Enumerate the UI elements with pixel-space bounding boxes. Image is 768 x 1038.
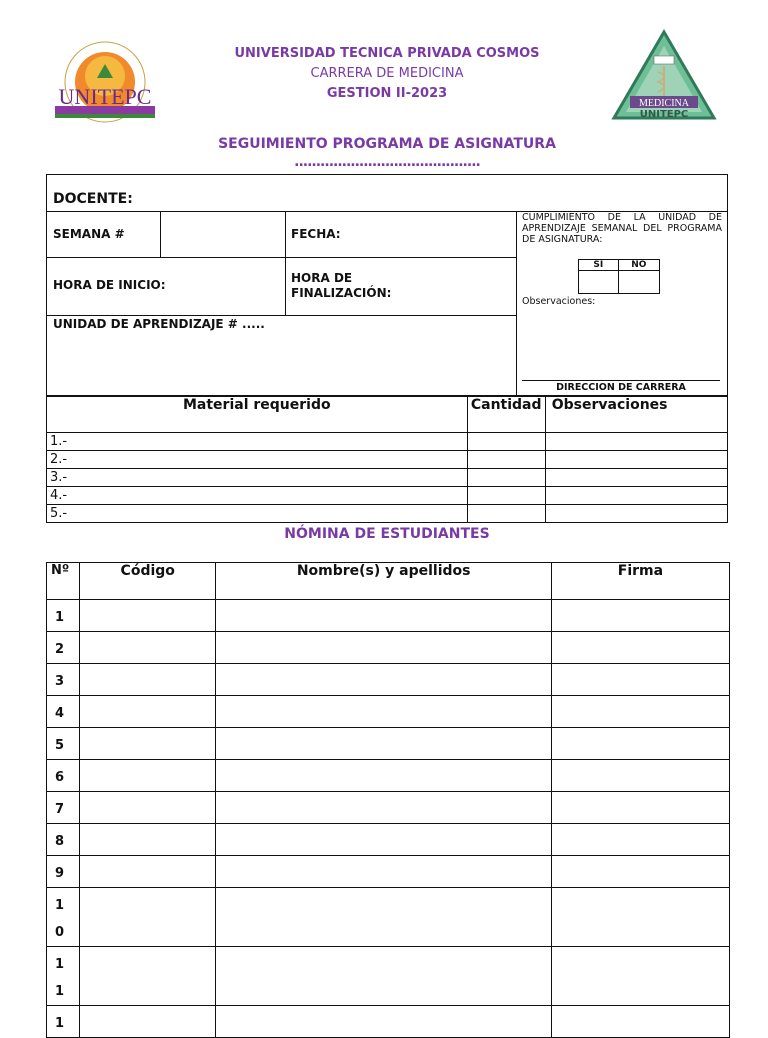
direccion-label: DIRECCION DE CARRERA [556,382,686,393]
row-number: 1 [47,1006,80,1038]
si-checkbox[interactable] [579,271,619,294]
divider [46,315,516,316]
row-number: 5 [47,728,80,760]
unitepc-logo-text: UNITEPC [58,84,152,109]
firma-cell[interactable] [551,760,729,792]
observaciones-label: Observaciones: [522,296,596,307]
nombre-cell[interactable] [216,856,551,888]
firma-cell[interactable] [551,824,729,856]
university-name: UNIVERSIDAD TECNICA PRIVADA COSMOS [234,46,540,61]
row-number: 3 [47,664,80,696]
si-header: SI [579,260,619,271]
table-row [47,451,728,469]
cantidad-cell[interactable] [467,433,545,451]
table-row [47,888,730,947]
codigo-cell[interactable] [79,728,216,760]
row-number: 6 [47,760,80,792]
codigo-cell[interactable] [79,760,216,792]
nombre-cell[interactable] [216,632,551,664]
cumplimiento-text: CUMPLIMIENTO DE LA UNIDAD DE APRENDIZAJE SEMANAL DEL PROGRAMA DE ASIGNATURA: [522,212,722,245]
observaciones-cell[interactable] [545,505,727,523]
firma-cell[interactable] [551,888,729,947]
signature-line [522,380,720,381]
codigo-cell[interactable] [79,888,216,947]
divider [46,257,516,258]
material-row-label: 4.- [47,487,468,505]
divider [516,211,517,396]
no-checkbox[interactable] [618,271,659,294]
nombre-cell[interactable] [216,664,551,696]
table-row [47,696,730,728]
fecha-label: FECHA: [291,227,341,241]
observaciones-cell[interactable] [545,451,727,469]
students-table [46,562,730,1038]
codigo-cell[interactable] [79,856,216,888]
table-row [47,632,730,664]
row-number: 2 [47,632,80,664]
material-row-label: 5.- [47,505,468,523]
table-row [47,487,728,505]
nombre-cell[interactable] [216,888,551,947]
material-row-label: 3.- [47,469,468,487]
no-header: NO [618,260,659,271]
table-row [47,664,730,696]
row-number: 4 [47,696,80,728]
codigo-header: Código [79,563,216,600]
page-title: SEGUIMIENTO PROGRAMA DE ASIGNATURA [218,136,556,152]
nombre-cell[interactable] [216,760,551,792]
nomina-title: NÓMINA DE ESTUDIANTES [284,526,490,542]
divider [285,211,286,315]
firma-cell[interactable] [551,728,729,760]
table-row [47,728,730,760]
hora-fin-label-line2: FINALIZACIÓN: [291,286,392,300]
cantidad-cell[interactable] [467,487,545,505]
row-number: 7 [47,792,80,824]
hora-inicio-label: HORA DE INICIO: [53,278,166,292]
nombre-cell[interactable] [216,1006,551,1038]
table-row [47,600,730,632]
observaciones-cell[interactable] [545,433,727,451]
firma-cell[interactable] [551,632,729,664]
semana-label: SEMANA # [53,227,125,241]
si-no-table [578,259,660,294]
cantidad-cell[interactable] [467,451,545,469]
firma-cell[interactable] [551,792,729,824]
row-number: 9 [47,856,80,888]
row-number: 8 [47,824,80,856]
firma-header: Firma [551,563,729,600]
codigo-cell[interactable] [79,824,216,856]
nombre-cell[interactable] [216,600,551,632]
nombre-cell[interactable] [216,824,551,856]
table-row [47,1006,730,1038]
firma-cell[interactable] [551,947,729,1006]
unitepc-logo [50,36,160,128]
codigo-cell[interactable] [79,664,216,696]
career-name: CARRERA DE MEDICINA [310,66,464,81]
observaciones-header: Observaciones [545,397,727,433]
firma-cell[interactable] [551,856,729,888]
firma-cell[interactable] [551,1006,729,1038]
row-number: 10 [47,888,80,947]
table-row [47,792,730,824]
medicina-logo [610,28,718,122]
observaciones-cell[interactable] [545,469,727,487]
medicina-logo-subtext: UNITEPC [639,109,689,120]
table-row [47,856,730,888]
unidad-label: UNIDAD DE APRENDIZAJE # ..... [53,317,265,331]
title-dotted-line: ........................................... [294,154,480,170]
codigo-cell[interactable] [79,632,216,664]
table-row [47,505,728,523]
material-header: Material requerido [47,397,468,433]
firma-cell[interactable] [551,600,729,632]
nombre-header: Nombre(s) y apellidos [216,563,551,600]
nombre-cell[interactable] [216,696,551,728]
observaciones-cell[interactable] [545,487,727,505]
table-row [47,433,728,451]
cantidad-header: Cantidad [467,397,545,433]
medicina-logo-text: MEDICINA [639,98,689,109]
cantidad-cell[interactable] [467,469,545,487]
semana-field[interactable] [161,212,284,256]
nombre-cell[interactable] [216,947,551,1006]
table-row [47,947,730,1006]
firma-cell[interactable] [551,664,729,696]
codigo-cell[interactable] [79,947,216,1006]
codigo-cell[interactable] [79,600,216,632]
codigo-cell[interactable] [79,1006,216,1038]
material-table [46,396,728,523]
header [180,44,594,104]
row-number: 1 [47,600,80,632]
firma-cell[interactable] [551,696,729,728]
gestion: GESTION II-2023 [326,86,448,101]
hora-fin-label [291,271,391,301]
codigo-cell[interactable] [79,696,216,728]
table-row [47,760,730,792]
numero-header: Nº [47,563,80,600]
table-row [47,824,730,856]
nombre-cell[interactable] [216,728,551,760]
table-row [47,469,728,487]
material-row-label: 2.- [47,451,468,469]
codigo-cell[interactable] [79,792,216,824]
material-row-label: 1.- [47,433,468,451]
row-number: 11 [47,947,80,1006]
hora-fin-label-line1: HORA DE [291,271,353,285]
docente-label: DOCENTE: [53,191,133,207]
nombre-cell[interactable] [216,792,551,824]
cantidad-cell[interactable] [467,505,545,523]
